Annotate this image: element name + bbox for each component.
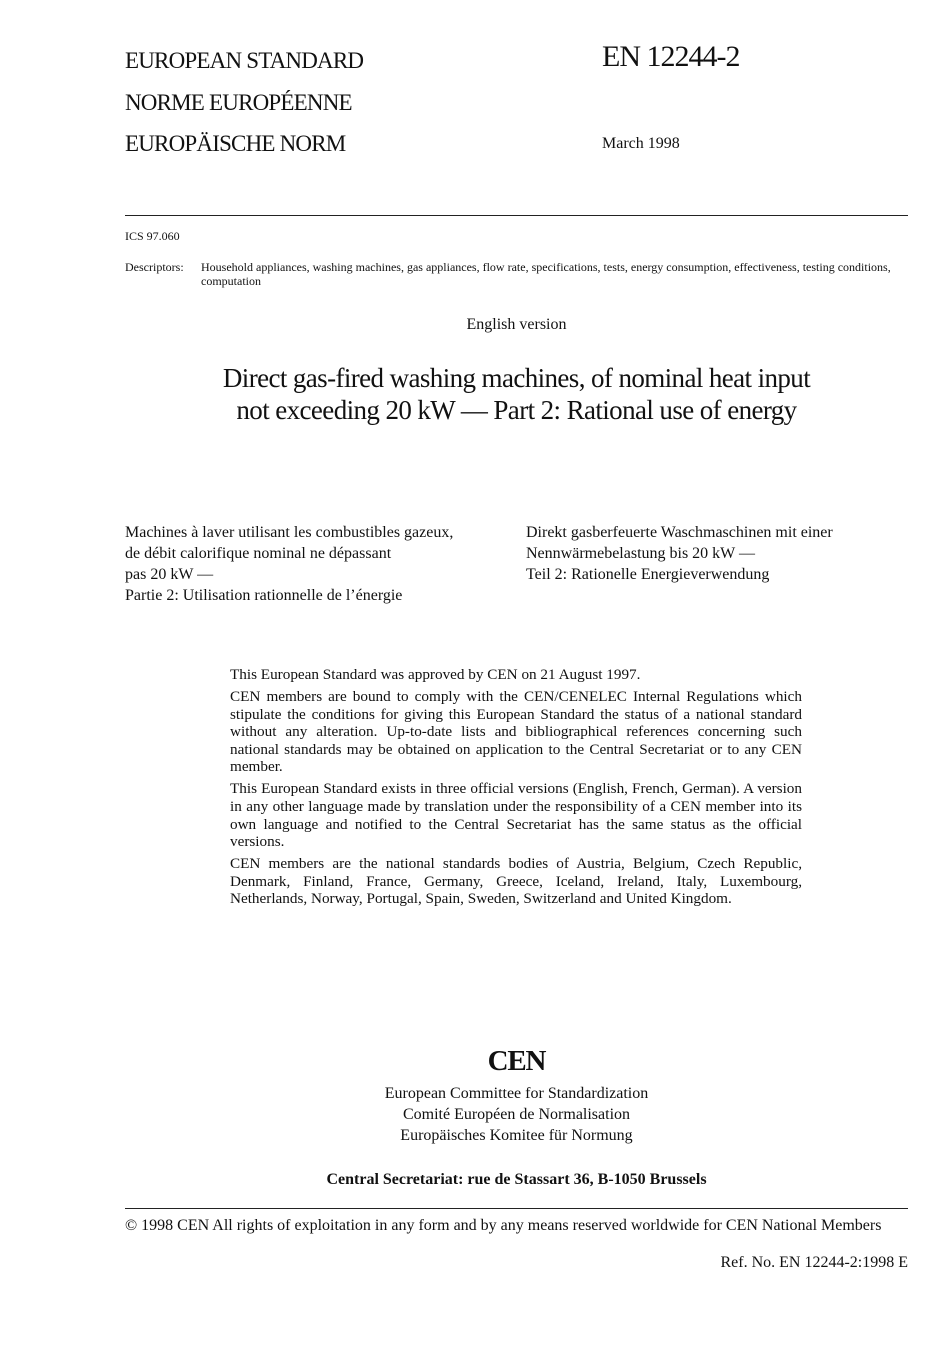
german-title-line: Direkt gasberfeuerte Waschmaschinen mit einer <box>526 524 833 541</box>
descriptors-label: Descriptors: <box>125 260 184 274</box>
standard-notice <box>230 666 802 912</box>
title-french: NORME EUROPÉENNE <box>125 90 352 115</box>
title-english: EUROPEAN STANDARD <box>125 48 364 73</box>
descriptors <box>125 260 909 292</box>
header-divider <box>125 215 908 216</box>
organization-name-en: European Committee for Standardization <box>384 1085 649 1102</box>
german-title-line: Nennwärmebelastung bis 20 kW — <box>526 545 755 562</box>
document-title-line-1: Direct gas-fired washing machines, of nominal heat input <box>222 363 811 393</box>
cen-logo: CEN <box>487 1045 546 1077</box>
approval-paragraph: This European Standard was approved by CEN on 21 August 1997. <box>230 666 641 683</box>
members-paragraph: CEN members are the national standards bodies of Austria, Belgium, Czech Republic, Denmark, Finland, France, Germany, Greece, Iceland, Ireland, Italy, Luxembourg, Netherlands, Norway, Portugal, Spain, Sweden, Switzerland and United Kingdom. <box>230 855 802 908</box>
footer-divider <box>125 1208 908 1209</box>
french-title-line: Machines à laver utilisant les combustibles gazeux, <box>125 524 454 541</box>
descriptors-text: Household appliances, washing machines, gas appliances, flow rate, specifications, tests, energy consumption, effectiveness, testing conditions, computation <box>201 260 891 288</box>
french-title-line: pas 20 kW — <box>125 566 214 583</box>
central-secretariat: Central Secretariat: rue de Stassart 36, B-1050 Brussels <box>326 1171 707 1188</box>
organization-name-de: Europäisches Komitee für Normung <box>400 1127 633 1144</box>
german-title <box>526 522 833 585</box>
reference-number: Ref. No. EN 12244-2:1998 E <box>720 1254 908 1271</box>
organization-name-fr: Comité Européen de Normalisation <box>402 1106 631 1123</box>
french-title-line: Partie 2: Utilisation rationnelle de l’énergie <box>125 587 403 604</box>
title-german: EUROPÄISCHE NORM <box>125 131 346 156</box>
standard-number: EN 12244-2 <box>602 40 740 73</box>
french-title <box>125 522 453 606</box>
document-title-line-2: not exceeding 20 kW — Part 2: Rational use of energy <box>236 395 797 425</box>
german-title-line: Teil 2: Rationelle Energieverwendung <box>526 566 770 583</box>
french-title-line: de débit calorifique nominal ne dépassant <box>125 545 392 562</box>
regulations-paragraph: CEN members are bound to comply with the CEN/CENELEC Internal Regulations which stipulate the conditions for giving this European Standard the status of a national standard without any alteration. Up-to-date lists and bibliographical references concerning such national standards may be obtained on application to the Central Secretariat or to any CEN member. <box>230 687 802 776</box>
document-title <box>125 362 908 426</box>
ics-code: ICS 97.060 <box>125 229 180 243</box>
version-label: English version <box>466 316 567 333</box>
versions-paragraph: This European Standard exists in three official versions (English, French, German). A version in any other language made by translation under the responsibility of a CEN member into its own language and notified to the Central Secretariat has the same status as the official versions. <box>230 780 802 851</box>
publication-date: March 1998 <box>602 135 680 152</box>
organization-names <box>125 1083 908 1146</box>
copyright-notice: © 1998 CEN All rights of exploitation in any form and by any means reserved worldwide for CEN National Members <box>125 1217 882 1234</box>
